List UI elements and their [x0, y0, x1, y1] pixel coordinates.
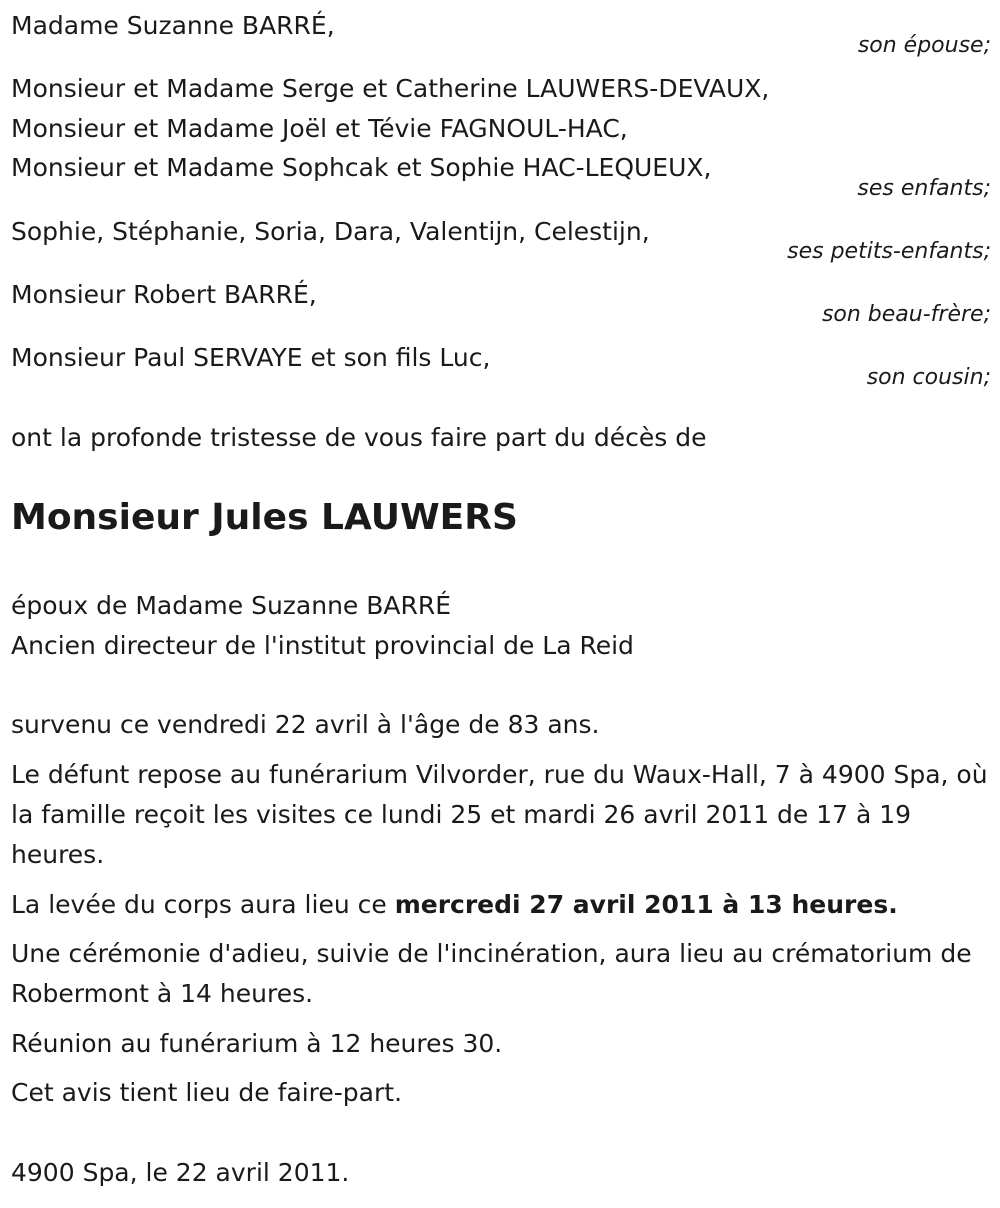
grandchildren-role: ses petits-enfants; [787, 239, 991, 264]
cousin-name: Monsieur Paul SERVAYE et son fils Luc, [11, 343, 491, 372]
grandchildren-names: Sophie, Stéphanie, Soria, Dara, Valentijn, Celestijn, [11, 217, 650, 246]
deceased-title: Ancien directeur de l'institut provincial de La Reid [11, 631, 634, 660]
levee-date-time: mercredi 27 avril 2011 à 13 heures. [394, 890, 898, 919]
child-3: Monsieur et Madame Sophcak et Sophie HAC-LEQUEUX, [11, 153, 712, 182]
child-1: Monsieur et Madame Serge et Catherine LAUWERS-DEVAUX, [11, 74, 770, 103]
deceased-spouse-of: époux de Madame Suzanne BARRÉ [11, 591, 452, 620]
levee-details [11, 885, 898, 925]
deceased-name: Monsieur Jules LAUWERS [11, 497, 518, 538]
notice-text: Cet avis tient lieu de faire-part. [11, 1078, 403, 1107]
meeting-details: Réunion au funérarium à 12 heures 30. [11, 1029, 503, 1058]
brother-in-law-role: son beau-frère; [821, 302, 991, 327]
children-role: ses enfants; [857, 176, 991, 201]
spouse-name: Madame Suzanne BARRÉ, [11, 11, 335, 40]
levee-prefix: La levée du corps aura lieu ce [11, 890, 395, 919]
ceremony-details: Une cérémonie d'adieu, suivie de l'incinération, aura lieu au crématorium de Robermont à 14 heures. [11, 939, 972, 1008]
place-date: 4900 Spa, le 22 avril 2011. [11, 1158, 350, 1187]
visitation-details: Le défunt repose au funérarium Vilvorder, rue du Waux-Hall, 7 à 4900 Spa, où la famille reçoit les visites ce lundi 25 et mardi 26 avril 2011 de 17 à 19 heures. [11, 760, 988, 869]
cousin-role: son cousin; [866, 365, 991, 390]
spouse-role: son épouse; [857, 33, 991, 58]
child-2: Monsieur et Madame Joël et Tévie FAGNOUL-HAC, [11, 114, 628, 143]
brother-in-law-name: Monsieur Robert BARRÉ, [11, 280, 317, 309]
death-details: survenu ce vendredi 22 avril à l'âge de 83 ans. [11, 710, 600, 739]
announcement-text: ont la profonde tristesse de vous faire part du décès de [11, 423, 707, 452]
